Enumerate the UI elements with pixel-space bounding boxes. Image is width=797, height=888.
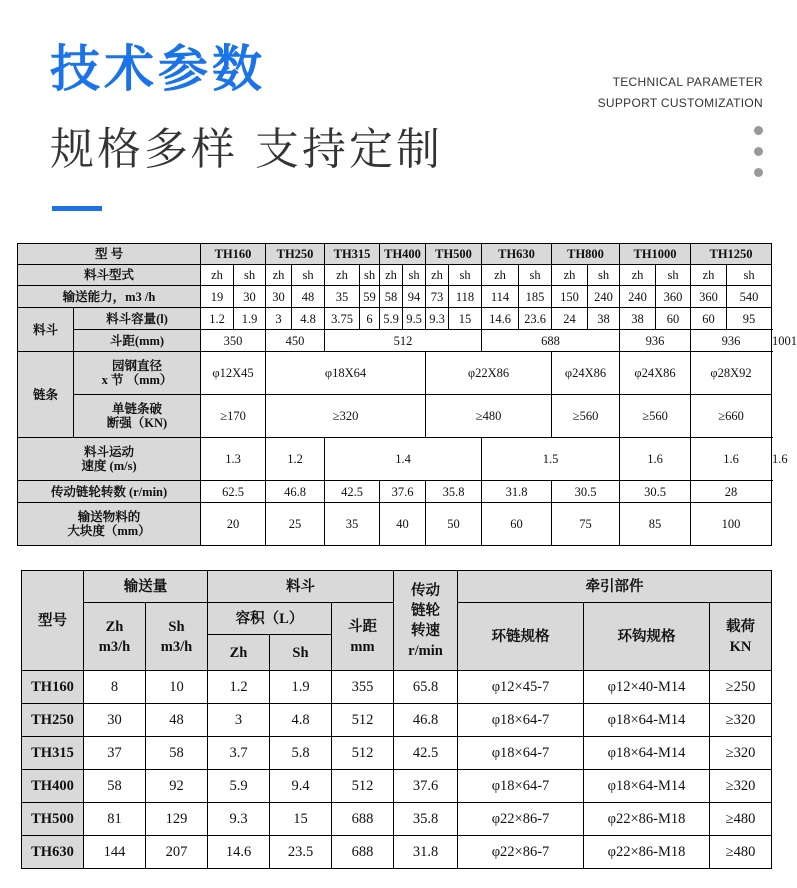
table-cell: φ18×64-7 xyxy=(458,770,584,803)
dot-icon xyxy=(754,147,763,156)
english-line-2: SUPPORT CUSTOMIZATION xyxy=(597,96,763,110)
table-cell: 129 xyxy=(146,803,208,836)
lump-size-cell: 85 xyxy=(620,503,691,546)
hopper-type-label: 料斗型式 xyxy=(18,265,201,286)
table-row xyxy=(22,803,772,836)
chain-dia-cell: φ18X64 xyxy=(266,352,426,395)
chain-dia-cell: φ28X92 xyxy=(691,352,772,395)
speed-cell: 1.6 xyxy=(691,438,772,481)
col-drive-header: 传动 链轮 转速 r/min xyxy=(394,571,458,671)
hopper-type-cell: zh xyxy=(201,265,234,286)
spec-table-1: 型 号 TH160 TH250 TH315 TH400 TH500 TH630 TH800 TH1000 TH1250 料斗型式 zh sh zh sh zh sh zh sh zh sh zh sh zh sh zh sh zh sh 输送能力，m3 /h 19 30 30 48 35 59 58 94 73 118 114 185 150 240 240 360 360 540 料斗 料斗容量(l) 1.2 1.9 3 4.8 3.75 6 5.9 9.5 9.3 15 14.6 23.6 24 38 38 60 60 95 斗距(mm) 350 450 512 688 936 936 1001 链条 园钢直径 x 节 （mm） φ12X45 φ18X64 φ22X86 φ24X86 φ24X86 φ28X92 单链条破 断强（KN) ≥170 ≥320 ≥480 ≥560 ≥560 ≥660 料斗运动 速度 (m/s) 1.3 1.2 1.4 1.5 1.6 1.6 1.6 传动链轮转数 (r/min) 62.5 46.8 42.5 37.6 35.8 31.8 30.5 30.5 28 输送物料的 大块度（mm） 20 25 35 40 50 60 75 85 100 xyxy=(17,243,772,546)
rpm-cell: 30.5 xyxy=(552,481,620,503)
lump-size-cell: 75 xyxy=(552,503,620,546)
table-cell: 355 xyxy=(332,671,394,704)
col-sh-header: Sh m3/h xyxy=(146,603,208,671)
capacity-cell: 73 xyxy=(426,286,449,308)
lump-size-cell: 50 xyxy=(426,503,482,546)
rpm-cell: 37.6 xyxy=(380,481,426,503)
table-cell: 81 xyxy=(84,803,146,836)
table-cell: 1.2 xyxy=(208,671,270,704)
hopper-type-cell: zh xyxy=(325,265,360,286)
rpm-label: 传动链轮转数 (r/min) xyxy=(18,481,201,503)
volume-cell: 60 xyxy=(691,308,727,330)
dot-icon xyxy=(754,168,763,177)
model-cell: TH315 xyxy=(325,244,380,265)
table-cell: 42.5 xyxy=(394,737,458,770)
table-cell: 9.3 xyxy=(208,803,270,836)
volume-cell: 14.6 xyxy=(482,308,519,330)
volume-cell: 23.6 xyxy=(519,308,552,330)
chain-dia-cell: φ22X86 xyxy=(426,352,552,395)
capacity-cell: 19 xyxy=(201,286,234,308)
table-cell: 37.6 xyxy=(394,770,458,803)
table-cell: ≥320 xyxy=(710,704,772,737)
col-hopper-header: 料斗 xyxy=(208,571,394,603)
row-model-cell: TH160 xyxy=(22,671,84,704)
volume-cell: 15 xyxy=(449,308,482,330)
capacity-cell: 240 xyxy=(620,286,656,308)
hopper-type-cell: sh xyxy=(588,265,620,286)
model-cell: TH500 xyxy=(426,244,482,265)
speed-cell: 1.3 xyxy=(201,438,266,481)
volume-label: 料斗容量(l) xyxy=(74,308,201,330)
table-row xyxy=(22,704,772,737)
row-model-cell: TH500 xyxy=(22,803,84,836)
hopper-group-label: 料斗 xyxy=(18,308,74,352)
volume-cell: 95 xyxy=(727,308,772,330)
volume-cell: 24 xyxy=(552,308,588,330)
lump-size-label: 输送物料的 大块度（mm） xyxy=(18,503,201,546)
lump-size-cell: 35 xyxy=(325,503,380,546)
page-title: 技术参数 xyxy=(50,40,266,98)
rpm-cell: 28 xyxy=(691,481,772,503)
hopper-type-cell: zh xyxy=(691,265,727,286)
table-cell: φ22×86-M18 xyxy=(584,803,710,836)
capacity-label: 输送能力，m3 /h xyxy=(18,286,201,308)
table-cell: φ22×86-7 xyxy=(458,836,584,869)
table-row xyxy=(22,737,772,770)
col-load-header: 载荷 KN xyxy=(710,603,772,671)
col-pitch-header: 斗距 mm xyxy=(332,603,394,671)
pitch-label: 斗距(mm) xyxy=(74,330,201,352)
col-traction-header: 牵引部件 xyxy=(458,571,772,603)
table-cell: 10 xyxy=(146,671,208,704)
chain-strength-cell: ≥660 xyxy=(691,395,772,438)
speed-cell: 1.5 xyxy=(482,438,620,481)
hopper-type-cell: sh xyxy=(234,265,266,286)
lump-size-cell: 100 xyxy=(691,503,772,546)
table-cell: 37 xyxy=(84,737,146,770)
col-conveying-header: 输送量 xyxy=(84,571,208,603)
model-cell: TH800 xyxy=(552,244,620,265)
hopper-type-cell: zh xyxy=(380,265,403,286)
chain-strength-cell: ≥560 xyxy=(620,395,691,438)
table-cell: 5.9 xyxy=(208,770,270,803)
table-cell: 35.8 xyxy=(394,803,458,836)
volume-cell: 6 xyxy=(360,308,380,330)
col-ring-chain-header: 环链规格 xyxy=(458,603,584,671)
capacity-cell: 360 xyxy=(656,286,691,308)
page-subtitle: 规格多样 支持定制 xyxy=(50,124,443,175)
table-cell: 512 xyxy=(332,737,394,770)
speed-cell: 1.4 xyxy=(325,438,482,481)
row-model-cell: TH400 xyxy=(22,770,84,803)
table-cell: 9.4 xyxy=(270,770,332,803)
table-cell: 207 xyxy=(146,836,208,869)
model-cell: TH1000 xyxy=(620,244,691,265)
volume-cell: 1.2 xyxy=(201,308,234,330)
hopper-type-cell: sh xyxy=(360,265,380,286)
volume-cell: 3 xyxy=(266,308,292,330)
chain-dia-cell: φ24X86 xyxy=(620,352,691,395)
lump-size-cell: 20 xyxy=(201,503,266,546)
table-cell: 58 xyxy=(146,737,208,770)
dots-decoration xyxy=(754,126,763,189)
capacity-cell: 59 xyxy=(360,286,380,308)
table-row xyxy=(22,770,772,803)
lump-size-cell: 40 xyxy=(380,503,426,546)
capacity-cell: 240 xyxy=(588,286,620,308)
table-cell: 144 xyxy=(84,836,146,869)
capacity-cell: 30 xyxy=(234,286,266,308)
col-volume-sh-header: Sh xyxy=(270,635,332,671)
rpm-cell: 31.8 xyxy=(482,481,552,503)
capacity-cell: 30 xyxy=(266,286,292,308)
capacity-cell: 114 xyxy=(482,286,519,308)
volume-cell: 9.3 xyxy=(426,308,449,330)
hopper-type-cell: zh xyxy=(426,265,449,286)
table-cell: φ12×45-7 xyxy=(458,671,584,704)
chain-dia-label: 园钢直径 x 节 （mm） xyxy=(74,352,201,395)
pitch-cell: 936 xyxy=(691,330,772,352)
pitch-cell: 350 xyxy=(201,330,266,352)
hopper-type-cell: zh xyxy=(266,265,292,286)
chain-dia-cell: φ12X45 xyxy=(201,352,266,395)
table-cell: 15 xyxy=(270,803,332,836)
capacity-cell: 48 xyxy=(292,286,325,308)
table-cell: 3 xyxy=(208,704,270,737)
table-cell: 512 xyxy=(332,704,394,737)
table-cell: 5.8 xyxy=(270,737,332,770)
table-cell: φ22×86-7 xyxy=(458,803,584,836)
table-cell: ≥320 xyxy=(710,770,772,803)
pitch-cell: 688 xyxy=(482,330,620,352)
hopper-type-cell: sh xyxy=(449,265,482,286)
chain-dia-cell: φ24X86 xyxy=(552,352,620,395)
table-cell: 3.7 xyxy=(208,737,270,770)
model-cell: TH630 xyxy=(482,244,552,265)
volume-cell: 5.9 xyxy=(380,308,403,330)
table-row xyxy=(22,671,772,704)
col-volume-header: 容积（L） xyxy=(208,603,332,635)
table-cell: φ18×64-7 xyxy=(458,704,584,737)
chain-strength-cell: ≥170 xyxy=(201,395,266,438)
table-cell: 688 xyxy=(332,803,394,836)
col-hook-header: 环钩规格 xyxy=(584,603,710,671)
table-cell: 4.8 xyxy=(270,704,332,737)
table-cell: 1.9 xyxy=(270,671,332,704)
rpm-cell: 42.5 xyxy=(325,481,380,503)
capacity-cell: 360 xyxy=(691,286,727,308)
hopper-type-cell: zh xyxy=(620,265,656,286)
volume-cell: 38 xyxy=(588,308,620,330)
lump-size-cell: 60 xyxy=(482,503,552,546)
table-cell: 512 xyxy=(332,770,394,803)
lump-size-cell: 25 xyxy=(266,503,325,546)
volume-cell: 38 xyxy=(620,308,656,330)
table-cell: ≥480 xyxy=(710,836,772,869)
model-cell: TH160 xyxy=(201,244,266,265)
capacity-cell: 35 xyxy=(325,286,360,308)
pitch-cell: 450 xyxy=(266,330,325,352)
col-model-header: 型号 xyxy=(22,571,84,671)
table-cell: φ22×86-M18 xyxy=(584,836,710,869)
volume-cell: 3.75 xyxy=(325,308,360,330)
english-line-1: TECHNICAL PARAMETER xyxy=(612,75,763,89)
table-cell: ≥320 xyxy=(710,737,772,770)
table-cell: 92 xyxy=(146,770,208,803)
spec-table-2 xyxy=(21,570,772,869)
capacity-cell: 94 xyxy=(403,286,426,308)
row-model-cell: TH250 xyxy=(22,704,84,737)
speed-cell: 1.2 xyxy=(266,438,325,481)
hopper-type-cell: sh xyxy=(519,265,552,286)
volume-cell: 60 xyxy=(656,308,691,330)
table-cell: 30 xyxy=(84,704,146,737)
table-cell: 31.8 xyxy=(394,836,458,869)
rpm-cell: 46.8 xyxy=(266,481,325,503)
table-cell: 688 xyxy=(332,836,394,869)
chain-strength-cell: ≥320 xyxy=(266,395,426,438)
col-volume-zh-header: Zh xyxy=(208,635,270,671)
capacity-cell: 185 xyxy=(519,286,552,308)
dot-icon xyxy=(754,126,763,135)
row-model-cell: TH315 xyxy=(22,737,84,770)
capacity-cell: 58 xyxy=(380,286,403,308)
capacity-cell: 540 xyxy=(727,286,772,308)
speed-cell: 1.6 xyxy=(620,438,691,481)
english-caption xyxy=(598,72,763,114)
table-cell: ≥250 xyxy=(710,671,772,704)
volume-cell: 4.8 xyxy=(292,308,325,330)
speed-label: 料斗运动 速度 (m/s) xyxy=(18,438,201,481)
table-cell: 48 xyxy=(146,704,208,737)
chain-strength-cell: ≥560 xyxy=(552,395,620,438)
hopper-type-cell: sh xyxy=(727,265,772,286)
table-cell: 23.5 xyxy=(270,836,332,869)
volume-cell: 1.9 xyxy=(234,308,266,330)
hopper-type-cell: sh xyxy=(292,265,325,286)
title-underline xyxy=(52,206,102,211)
hopper-type-cell: sh xyxy=(403,265,426,286)
table-cell: 14.6 xyxy=(208,836,270,869)
pitch-cell: 936 xyxy=(620,330,691,352)
row-model-cell: TH630 xyxy=(22,836,84,869)
chain-group-label: 链条 xyxy=(18,352,74,438)
rpm-cell: 30.5 xyxy=(620,481,691,503)
rpm-cell: 62.5 xyxy=(201,481,266,503)
table-cell: 46.8 xyxy=(394,704,458,737)
chain-strength-label: 单链条破 断强（KN) xyxy=(74,395,201,438)
hopper-type-cell: zh xyxy=(482,265,519,286)
model-cell: TH250 xyxy=(266,244,325,265)
rpm-cell: 35.8 xyxy=(426,481,482,503)
model-label: 型 号 xyxy=(18,244,201,265)
model-cell: TH1250 xyxy=(691,244,772,265)
capacity-cell: 118 xyxy=(449,286,482,308)
capacity-cell: 150 xyxy=(552,286,588,308)
table-cell: φ18×64-M14 xyxy=(584,704,710,737)
col-zh-header: Zh m3/h xyxy=(84,603,146,671)
table-cell: φ18×64-M14 xyxy=(584,770,710,803)
table-cell: φ18×64-7 xyxy=(458,737,584,770)
pitch-cell: 512 xyxy=(325,330,482,352)
volume-cell: 9.5 xyxy=(403,308,426,330)
model-cell: TH400 xyxy=(380,244,426,265)
table-cell: φ18×64-M14 xyxy=(584,737,710,770)
table-cell: 65.8 xyxy=(394,671,458,704)
chain-strength-cell: ≥480 xyxy=(426,395,552,438)
hopper-type-cell: sh xyxy=(656,265,691,286)
table-cell: ≥480 xyxy=(710,803,772,836)
table-row xyxy=(22,836,772,869)
table-cell: 58 xyxy=(84,770,146,803)
table-cell: 8 xyxy=(84,671,146,704)
hopper-type-cell: zh xyxy=(552,265,588,286)
table-cell: φ12×40-M14 xyxy=(584,671,710,704)
